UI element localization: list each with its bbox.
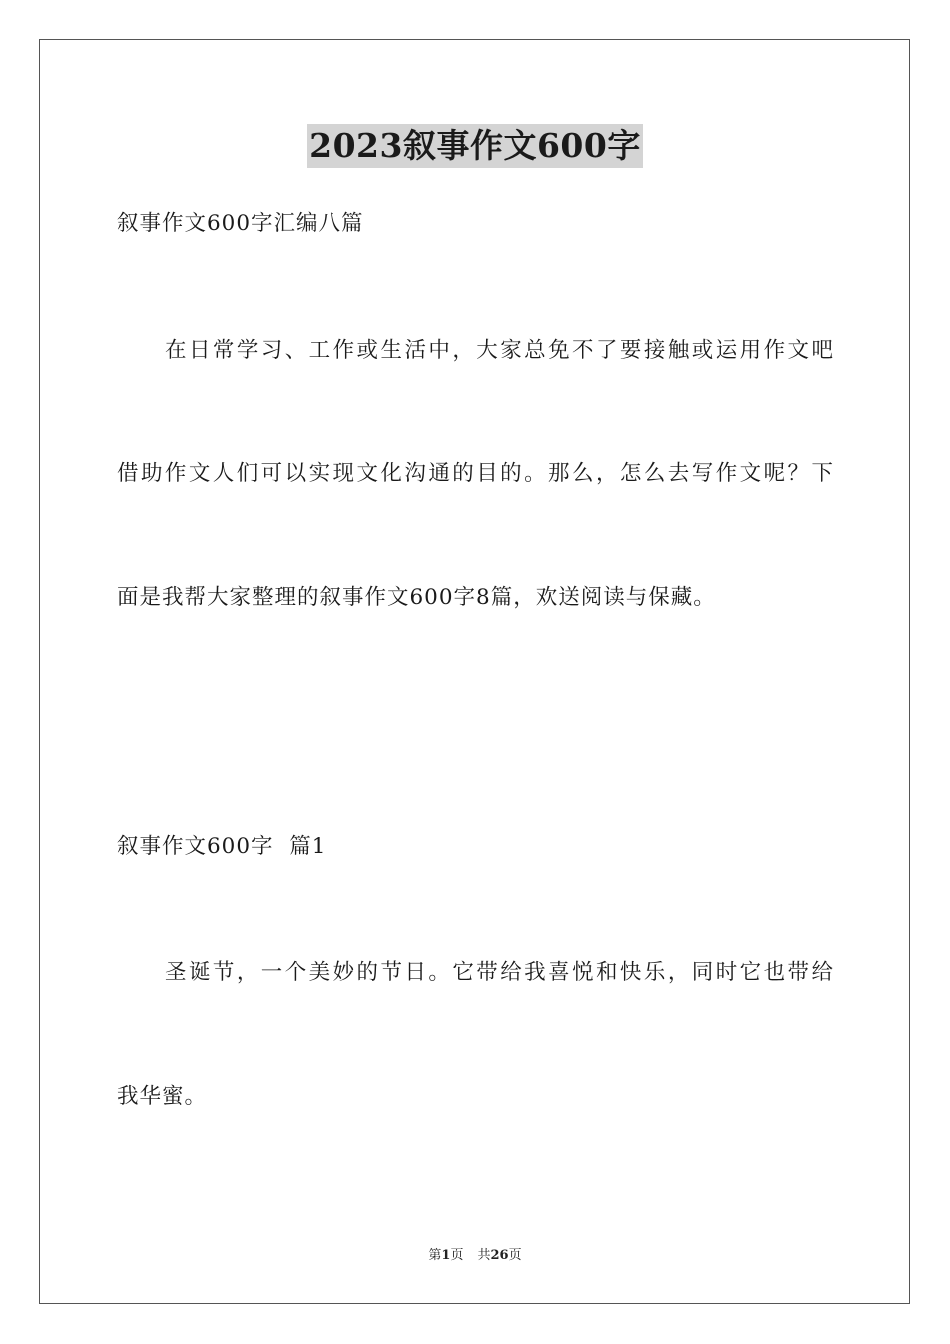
body-line-2: 我华蜜。 <box>117 1084 208 1109</box>
footer-page-current: 1 <box>441 1248 451 1263</box>
body-line-1: 圣诞节，一个美妙的节日。它带给我喜悦和快乐，同时它也带给 <box>165 960 833 985</box>
footer-page-total: 26 <box>490 1248 509 1263</box>
intro-line-1: 在日常学习、工作或生活中，大家总免不了要接触或运用作文吧 <box>165 338 833 363</box>
page-footer <box>0 1247 950 1265</box>
title-container <box>0 124 950 168</box>
document-subtitle: 叙事作文600字汇编八篇 <box>117 211 364 236</box>
footer-total-unit: 页 <box>508 1248 522 1263</box>
intro-line-2: 借助作文人们可以实现文化沟通的目的。那么，怎么去写作文呢？下 <box>117 461 833 486</box>
document-title: 2023叙事作文600字 <box>307 124 643 168</box>
intro-line-3: 面是我帮大家整理的叙事作文600字8篇，欢送阅读与保藏。 <box>117 585 716 610</box>
footer-page-unit: 页 <box>450 1248 464 1263</box>
footer-page-prefix: 第 <box>428 1248 442 1263</box>
section-heading: 叙事作文600字 篇1 <box>117 834 327 859</box>
footer-total-prefix: 共 <box>477 1248 491 1263</box>
